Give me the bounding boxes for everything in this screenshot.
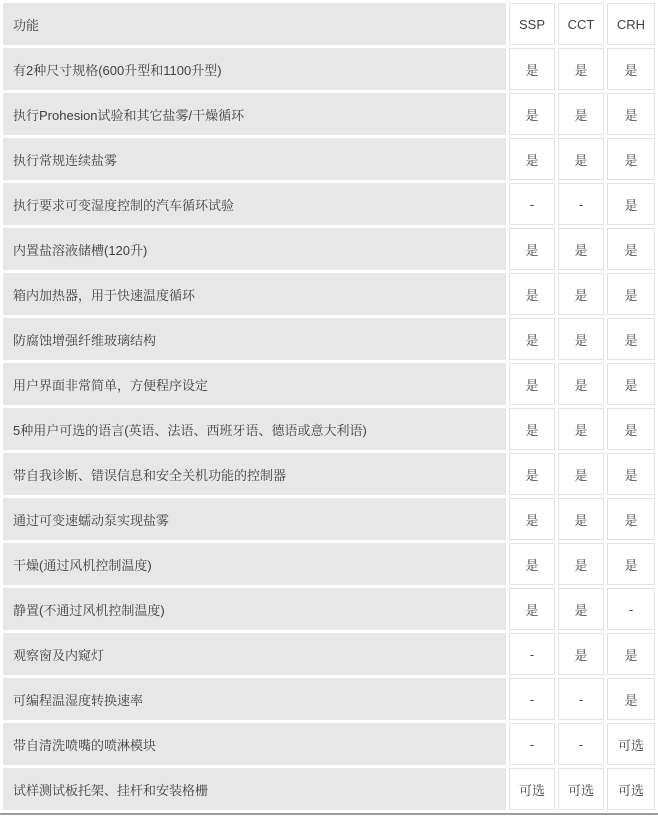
- value-cell: 是: [558, 273, 604, 315]
- value-cell: -: [509, 183, 555, 225]
- value-cell: 是: [509, 408, 555, 450]
- value-cell: -: [558, 183, 604, 225]
- value-cell: 是: [607, 678, 655, 720]
- value-cell: 可选: [607, 768, 655, 810]
- table-row: [3, 633, 655, 675]
- value-cell: 是: [509, 588, 555, 630]
- feature-cell: 5种用户可选的语言(英语、法语、西班牙语、德语或意大利语): [3, 408, 506, 450]
- table-row: [3, 48, 655, 90]
- value-cell: 可选: [558, 768, 604, 810]
- table-row: [3, 453, 655, 495]
- value-cell: 是: [607, 408, 655, 450]
- value-cell: 是: [509, 498, 555, 540]
- value-cell: -: [558, 723, 604, 765]
- value-cell: 是: [558, 48, 604, 90]
- value-cell: 是: [558, 633, 604, 675]
- feature-cell: 执行Prohesion试验和其它盐雾/干燥循环: [3, 93, 506, 135]
- table-row: [3, 768, 655, 810]
- value-cell: 是: [509, 93, 555, 135]
- feature-column-header: 功能: [3, 3, 506, 45]
- value-cell: 是: [509, 363, 555, 405]
- feature-cell: 通过可变速蠕动泵实现盐雾: [3, 498, 506, 540]
- feature-cell: 防腐蚀增强纤维玻璃结构: [3, 318, 506, 360]
- value-cell: 是: [558, 318, 604, 360]
- feature-cell: 执行常规连续盐雾: [3, 138, 506, 180]
- value-cell: 是: [509, 543, 555, 585]
- value-cell: -: [509, 678, 555, 720]
- value-cell: 可选: [607, 723, 655, 765]
- value-cell: 是: [607, 93, 655, 135]
- value-cell: 是: [558, 363, 604, 405]
- value-cell: 是: [607, 273, 655, 315]
- table-header-row: [3, 3, 655, 45]
- value-cell: 是: [509, 228, 555, 270]
- table-row: [3, 138, 655, 180]
- feature-cell: 箱内加热器，用于快速温度循环: [3, 273, 506, 315]
- value-cell: 是: [509, 48, 555, 90]
- value-cell: -: [509, 633, 555, 675]
- feature-cell: 静置(不通过风机控制温度): [3, 588, 506, 630]
- table-row: [3, 228, 655, 270]
- feature-cell: 带自清洗喷嘴的喷淋模块: [3, 723, 506, 765]
- feature-cell: 观察窗及内窥灯: [3, 633, 506, 675]
- table-row: [3, 723, 655, 765]
- value-cell: 是: [509, 318, 555, 360]
- feature-cell: 用户界面非常简单，方便程序设定: [3, 363, 506, 405]
- value-cell: 是: [607, 183, 655, 225]
- table-row: [3, 498, 655, 540]
- value-cell: 是: [558, 408, 604, 450]
- value-cell: 可选: [509, 768, 555, 810]
- value-cell: 是: [558, 453, 604, 495]
- table-body: [3, 48, 655, 810]
- value-cell: 是: [509, 138, 555, 180]
- value-cell: 是: [607, 633, 655, 675]
- table-row: [3, 183, 655, 225]
- value-cell: 是: [558, 588, 604, 630]
- value-cell: -: [607, 588, 655, 630]
- table-row: [3, 363, 655, 405]
- feature-cell: 带自我诊断、错误信息和安全关机功能的控制器: [3, 453, 506, 495]
- value-cell: 是: [558, 543, 604, 585]
- table-row: [3, 318, 655, 360]
- value-cell: 是: [607, 318, 655, 360]
- value-cell: 是: [509, 453, 555, 495]
- value-cell: 是: [509, 273, 555, 315]
- value-cell: 是: [607, 543, 655, 585]
- value-cell: 是: [607, 48, 655, 90]
- value-cell: 是: [558, 138, 604, 180]
- value-cell: 是: [607, 138, 655, 180]
- table-row: [3, 588, 655, 630]
- feature-cell: 执行要求可变湿度控制的汽车循环试验: [3, 183, 506, 225]
- column-header-crh: CRH: [607, 3, 655, 45]
- feature-cell: 试样测试板托架、挂杆和安装格栅: [3, 768, 506, 810]
- value-cell: -: [509, 723, 555, 765]
- value-cell: 是: [607, 453, 655, 495]
- table-row: [3, 543, 655, 585]
- value-cell: 是: [607, 498, 655, 540]
- column-header-ssp: SSP: [509, 3, 555, 45]
- table-row: [3, 93, 655, 135]
- value-cell: 是: [558, 228, 604, 270]
- feature-cell: 内置盐溶液储槽(120升): [3, 228, 506, 270]
- feature-cell: 有2种尺寸规格(600升型和1100升型): [3, 48, 506, 90]
- table-row: [3, 273, 655, 315]
- feature-cell: 可编程温湿度转换速率: [3, 678, 506, 720]
- value-cell: 是: [607, 363, 655, 405]
- value-cell: 是: [558, 93, 604, 135]
- value-cell: 是: [558, 498, 604, 540]
- table-row: [3, 678, 655, 720]
- table-row: [3, 408, 655, 450]
- value-cell: 是: [607, 228, 655, 270]
- feature-cell: 干燥(通过风机控制温度): [3, 543, 506, 585]
- column-header-cct: CCT: [558, 3, 604, 45]
- value-cell: -: [558, 678, 604, 720]
